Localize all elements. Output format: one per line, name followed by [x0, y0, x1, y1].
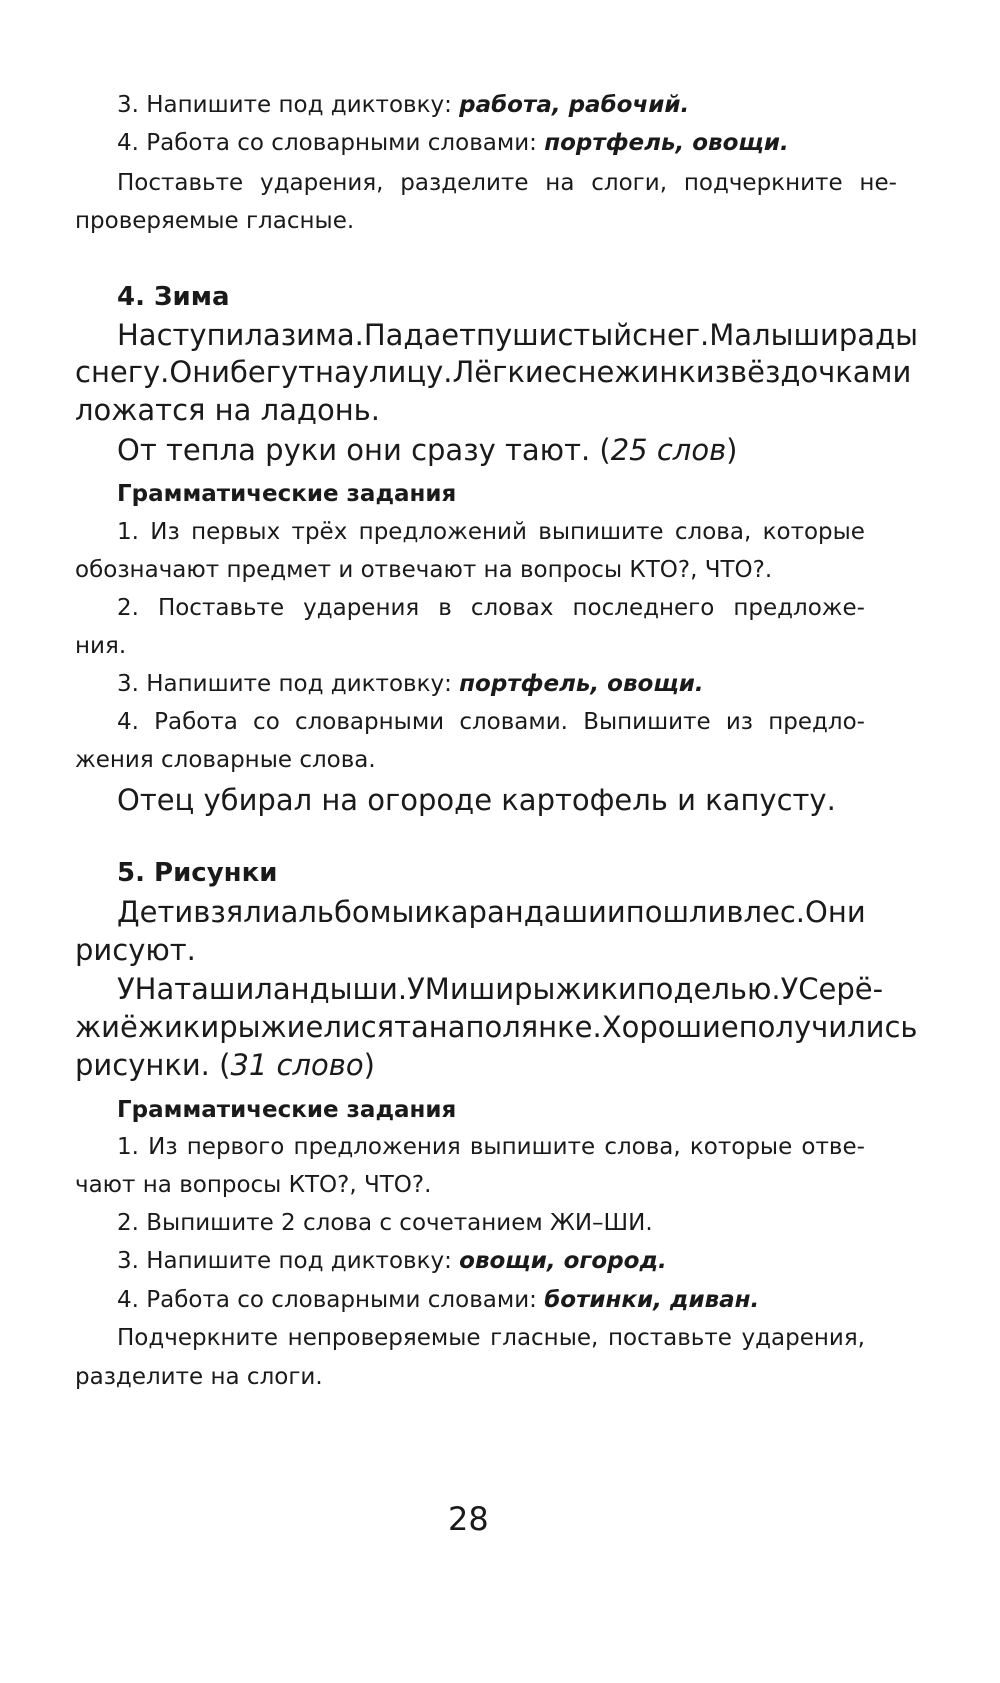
para-close: )	[726, 433, 738, 467]
word: подчеркните	[683, 170, 843, 196]
word: лес.	[743, 895, 806, 929]
word: гласные,	[490, 1325, 599, 1351]
word: Дети	[117, 895, 194, 929]
section-4-para1-line1	[117, 318, 919, 352]
word: последнего	[572, 595, 715, 621]
word: пошли	[625, 895, 727, 929]
word: непроверяемые	[287, 1325, 481, 1351]
word: на	[545, 170, 575, 196]
section-4-task-1-line2: обозначают предмет и отвечают на вопросы КТО?, ЧТО?.	[75, 557, 773, 583]
top-task-4	[117, 130, 789, 156]
word: У	[117, 972, 135, 1006]
word: У	[407, 972, 425, 1006]
section-4-task-4-line1	[117, 709, 865, 735]
section-5-para2-line1	[117, 972, 884, 1006]
word: Из	[150, 519, 180, 545]
word: рыжие	[219, 1010, 324, 1044]
word: и	[414, 895, 434, 929]
word: первого	[186, 1134, 285, 1160]
word: взяли	[193, 895, 281, 929]
para-close: )	[363, 1048, 375, 1082]
word: зима.	[280, 318, 364, 352]
word: ударения,	[259, 170, 384, 196]
word: Наташи	[134, 972, 255, 1006]
section-5-task-1-line1	[117, 1134, 865, 1160]
word: слова,	[604, 1134, 681, 1160]
word: снегу.	[75, 355, 170, 389]
word: Они	[169, 355, 231, 389]
word: ландыши.	[254, 972, 408, 1006]
word: предло-	[768, 709, 865, 735]
section-5-para2-line3	[75, 1048, 375, 1082]
word: 1.	[117, 519, 139, 545]
task-text: 3. Напишите под диктовку:	[117, 671, 460, 697]
word: Подчеркните	[117, 1325, 279, 1351]
task-text: 3. Напишите под диктовку:	[117, 1248, 460, 1274]
word: полянке.	[465, 1010, 602, 1044]
word: под	[636, 972, 694, 1006]
word: 2.	[117, 595, 139, 621]
word: выпишите	[538, 519, 664, 545]
word: на	[428, 1010, 466, 1044]
word: слоги,	[591, 170, 668, 196]
section-4-para1-line3: ложатся на ладонь.	[75, 393, 380, 427]
word: словах	[470, 595, 554, 621]
word: поставьте	[607, 1325, 732, 1351]
word: слова,	[674, 519, 752, 545]
task-words: портфель, овощи.	[459, 671, 704, 697]
section-5-para1-line2: рисуют.	[75, 933, 196, 967]
word: Работа	[154, 709, 238, 735]
word: Они	[805, 895, 866, 929]
word: елью.	[693, 972, 781, 1006]
section-5-task-1-line2: чают на вопросы КТО?, ЧТО?.	[75, 1172, 432, 1198]
top-task-3	[117, 92, 689, 118]
word: бегут	[230, 355, 316, 389]
word: улицу.	[351, 355, 453, 389]
word: из	[725, 709, 754, 735]
task-words: овощи, огород.	[459, 1248, 667, 1274]
para-text: От тепла руки они сразу тают. (	[117, 433, 611, 467]
word: на	[315, 355, 352, 389]
para-text: рисунки. (	[75, 1048, 231, 1082]
word: выпишите	[469, 1134, 596, 1160]
section-4-para2	[117, 433, 738, 467]
section-5-para2-line2	[75, 1010, 918, 1044]
section-4-sentence: Отец убирал на огороде картофель и капусту.	[117, 783, 836, 817]
section-5-title: 5. Рисунки	[117, 858, 278, 888]
task-words: портфель, овощи.	[544, 130, 789, 156]
section-5-task-3	[117, 1248, 667, 1274]
section-5-task-2: 2. Выпишите 2 слова с сочетанием ЖИ–ШИ.	[117, 1210, 653, 1236]
section-4-task-4-line2: жения словарные слова.	[75, 747, 376, 773]
word: пушистый	[475, 318, 633, 352]
word: карандаши	[433, 895, 607, 929]
word: снежинки	[561, 355, 715, 389]
word: Из	[148, 1134, 178, 1160]
word: жи	[75, 1010, 120, 1044]
word: Поставьте	[157, 595, 285, 621]
word: Выпишите	[583, 709, 711, 735]
word: отве-	[801, 1134, 865, 1160]
section-5-instruction-line2: разделите на слоги.	[75, 1364, 323, 1390]
word: в	[726, 895, 744, 929]
word: звёздочками	[714, 355, 912, 389]
word: в	[438, 595, 452, 621]
word: Миши	[424, 972, 515, 1006]
word: У	[780, 972, 799, 1006]
section-5-para1-line1	[117, 895, 865, 929]
section-4-task-2-line1	[117, 595, 865, 621]
word: Серё-	[798, 972, 884, 1006]
task-words: работа, рабочий.	[459, 92, 690, 118]
word: предложения	[293, 1134, 461, 1160]
word: рады	[838, 318, 919, 352]
word: которые	[689, 1134, 793, 1160]
word: Наступила	[117, 318, 281, 352]
word: предложе-	[733, 595, 865, 621]
word-count: 31 слово	[230, 1048, 364, 1082]
word: первых	[191, 519, 281, 545]
word: альбомы	[280, 895, 415, 929]
section-4-task-2-line2: ния.	[75, 633, 127, 659]
section-5-instruction-line1	[117, 1325, 865, 1351]
word-count: 25 слов	[610, 433, 727, 467]
task-text: 4. Работа со словарными словами:	[117, 1287, 545, 1313]
section-4-task-1-line1	[117, 519, 865, 545]
task-text: 4. Работа со словарными словами:	[117, 130, 545, 156]
word: словарными	[294, 709, 445, 735]
word: со	[253, 709, 280, 735]
task-words: ботинки, диван.	[544, 1287, 760, 1313]
word: получились	[738, 1010, 918, 1044]
section-5-grammar-title: Грамматические задания	[117, 1097, 457, 1123]
word: словами.	[459, 709, 568, 735]
section-5-task-4	[117, 1287, 759, 1313]
section-4-title: 4. Зима	[117, 282, 230, 312]
task-text: 3. Напишите под диктовку:	[117, 92, 460, 118]
word: ударения,	[741, 1325, 865, 1351]
word: и	[606, 895, 626, 929]
section-4-grammar-title: Грамматические задания	[117, 481, 457, 507]
word: трёх	[291, 519, 348, 545]
word: рыжики	[514, 972, 637, 1006]
word: Лёгкие	[452, 355, 562, 389]
word: ударения	[303, 595, 420, 621]
word: разделите	[400, 170, 529, 196]
word: не-	[859, 170, 897, 196]
top-instruction-line2: проверяемые гласные.	[75, 208, 355, 234]
word: Поставьте	[117, 170, 244, 196]
word: ёжик	[119, 1010, 201, 1044]
word: предложений	[358, 519, 527, 545]
top-instruction-line1	[117, 170, 897, 196]
word: 1.	[117, 1134, 139, 1160]
word: 4.	[117, 709, 139, 735]
word: снег.	[632, 318, 710, 352]
word: лисята	[323, 1010, 429, 1044]
word: Хорошие	[601, 1010, 739, 1044]
word: Падает	[363, 318, 476, 352]
section-4-task-3	[117, 671, 704, 697]
word: и	[200, 1010, 220, 1044]
page-number: 28	[448, 1500, 489, 1538]
section-4-para1-line2	[75, 355, 912, 389]
word: Малыши	[709, 318, 839, 352]
word: которые	[762, 519, 865, 545]
